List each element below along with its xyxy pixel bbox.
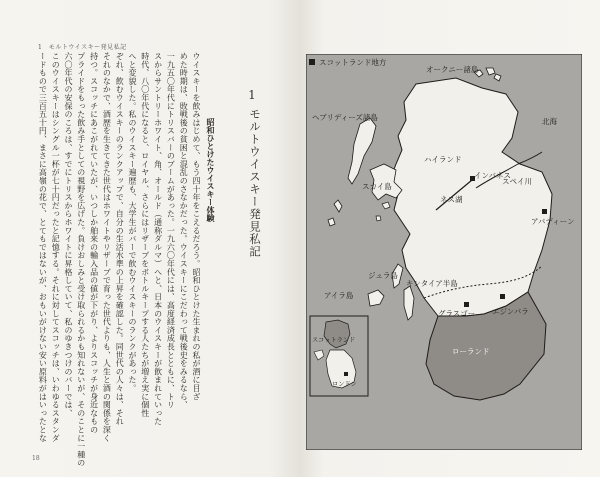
label-glasgow: グラスゴー (438, 309, 476, 318)
body-line: 時代、八〇年代になると、ロイヤル、さらにはリザーブをボトルキープする人たちが増え実に個性 (140, 52, 150, 418)
label-loch-ness: ネス湖 (440, 195, 463, 204)
uk-inset-map (310, 316, 368, 396)
body-line: 一九五〇年代にトリスバーのブームがあった。一九六〇年代には、高度経済成長とともに、トリ (166, 52, 176, 409)
label-inverness: インバネス (474, 171, 511, 180)
body-line: プライドをもった飲み手としての視野を広げた。負けおしみと受け取られるかも知れないが、そのことに一種の (76, 52, 86, 467)
label-islay: アイラ島 (324, 291, 354, 300)
label-orkney: オークニー諸島 (426, 65, 479, 74)
map-title-marker (309, 59, 315, 65)
body-line: それのなかで、酒歴を生きてきた世代はホワイトやリザーブで育った世代よりも、人生と酒の関係を深く (102, 52, 112, 443)
body-line: ウイスキーを飲みはじめて、もう四十年をこえるだろう。昭和ひとけた生まれの私が酒に目ざ (192, 52, 201, 401)
scotland-map (306, 54, 582, 450)
body-line: ぞれ、飲むウイスキーのランクアップで、自分の生活水準の上昇を確認した。同世代の人々は、それ (115, 52, 125, 426)
edinburgh-marker (500, 294, 505, 299)
label-inset-london: ロンドン (332, 381, 357, 388)
body-line: めた時期は、敗戦後の貧困と混乱のさなかだった。ウイスキーにこだわって戦後史をみるなら、 (179, 52, 189, 409)
glasgow-marker (464, 302, 469, 307)
label-edinburgh: エジンバラ (492, 307, 529, 316)
body-line: スからサントリーホワイト、角、オールド（通称ダルマ）へと、日本のウイスキーが飲まれていった (153, 52, 163, 426)
aberdeen-marker (542, 209, 547, 214)
chapter-title: モルトウイスキー発見私記 (248, 108, 262, 258)
body-line: このウイスキーはシングル一杯が七十円だったと記憶する。それに対してスコッチは、いわゆるスタンダ (51, 52, 61, 443)
map-title: スコットランド地方 (319, 58, 387, 67)
label-hebrides: ヘブリディーズ諸島 (312, 113, 378, 122)
label-spey: スペイ川 (502, 177, 532, 186)
label-inset-scotland: スコットランド (312, 337, 356, 344)
label-jura: ジュラ島 (368, 271, 398, 280)
chapter-number: 1 (245, 88, 259, 102)
label-highland: ハイランド (424, 155, 462, 164)
label-kintyre: キンタイア半島 (406, 279, 458, 288)
london-marker (344, 372, 348, 376)
label-skye: スカイ島 (362, 182, 392, 191)
page-number: 18 (32, 455, 40, 462)
label-aberdeen: アバディーン (531, 217, 575, 226)
body-line: ードもので三百五十円、まさに高嶺の花で、とてもではないが、おもいがけない安い原料がはいったとな (38, 52, 48, 443)
label-lowland: ローランド (452, 347, 490, 356)
body-line: 六〇年代の安保のころは、すでにトリスからホワイトに昇格していて、私のゆきつけのバーでは、 (64, 52, 73, 418)
body-line: へと変貌した。私のウイスキー遍歴も、大学生がバーで飲むウイスキーのランクがあった。 (128, 52, 137, 393)
body-line: 持つ。スコッチにあこがれていたが、いつしか舶来の輸入品の値が下がり、よりスコッチが身近なもの (89, 52, 99, 434)
section-title: 昭和ひとけたウイスキー体験 (206, 118, 216, 222)
running-head: 1 モルトウイスキー発見私記 (38, 44, 127, 51)
label-north-sea: 北海 (542, 117, 557, 126)
